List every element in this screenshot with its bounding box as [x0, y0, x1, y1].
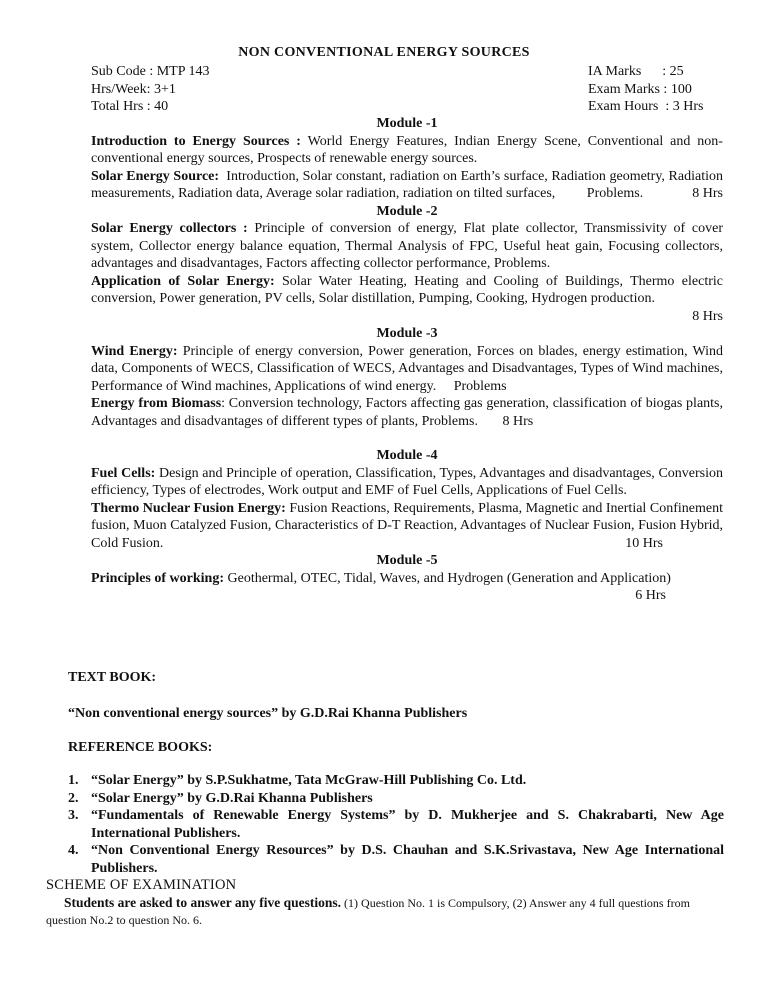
module-2-hours: 8 Hrs — [692, 308, 723, 324]
topic-text: Fusion Reactions, Requirements, Plasma, Magnetic and Inertial Confinement fusion, Muon Catalyzed Fusion, Characteristics of D-T Reaction, Advantages of Nuclear Fusion, Fusion Hybrid, Cold Fusion. — [91, 500, 723, 551]
text-book-entry: “Non conventional energy sources” by G.D.Rai Khanna Publishers — [68, 706, 468, 721]
course-meta-right — [588, 63, 704, 116]
sub-code: Sub Code : MTP 143 — [91, 64, 210, 79]
list-number: 3. — [68, 808, 79, 823]
module-5-topic-1 — [91, 570, 723, 603]
module-1-heading: Module -1 — [376, 116, 438, 131]
syllabus-body — [91, 115, 727, 605]
topic-heading: Principles of working: — [91, 570, 224, 586]
exam-hours: Exam Hours : 3 Hrs — [588, 99, 704, 114]
scheme-text — [46, 894, 726, 929]
module-1-topic-2 — [91, 168, 727, 203]
module-1-topic-1 — [91, 133, 723, 168]
module-4-hours: 10 Hrs — [625, 535, 663, 551]
list-text: “Non Conventional Energy Resources” by D.S. Chauhan and S.K.Srivastava, New Age International Publishers. — [91, 843, 724, 876]
topic-text: World Energy Features, Indian Energy Scene, Conventional and non-conventional energy sources, Prospects of renewable energy sources. — [91, 133, 723, 166]
scheme-rest: (1) Question No. 1 is Compulsory, (2) Answer any 4 full questions from question No.2 to question No. 6. — [46, 896, 690, 927]
module-3-heading: Module -3 — [376, 326, 438, 341]
module-4-topic-2 — [91, 500, 723, 553]
reference-books-list — [68, 772, 724, 877]
topic-heading: Application of Solar Energy: — [91, 273, 275, 289]
topic-heading: Fuel Cells: — [91, 465, 156, 481]
topic-heading: Wind Energy: — [91, 343, 178, 359]
list-item — [68, 807, 724, 842]
module-2-topic-2 — [91, 273, 723, 308]
scheme-heading: SCHEME OF EXAMINATION — [46, 877, 237, 893]
topic-text: Design and Principle of operation, Classification, Types, Advantages and disadvantages, Conversion efficiency, Types of electrodes, Work output and EMF of Fuel Cells, Applications of Fuel Cells. — [91, 465, 723, 498]
module-2-topic-1 — [91, 220, 723, 273]
topic-text: Principle of conversion of energy, Flat plate collector, Transmissivity of cover system, Collector energy balance equation, Thermal Analysis of FPC, Useful heat gain, Focusing collectors, advantages and disadvantages, Factors affecting collector performance, Problems. — [91, 221, 723, 271]
list-item — [68, 772, 724, 790]
topic-text: Principle of energy conversion, Power generation, Forces on blades, energy estimation, Wind data, Components of WECS, Classification of WECS, Advantages and Disadvantages, Types of Wind machines, Performance of Wind machines, Applications of wind energy. Problems — [91, 343, 727, 394]
course-meta-left — [91, 63, 210, 116]
list-number: 1. — [68, 773, 79, 788]
scheme-lead: Students are asked to answer any five questions. — [64, 895, 342, 910]
topic-text: Introduction, Solar constant, radiation on Earth’s surface, Radiation geometry, Radiation measurements, Radiation data, Average solar radiation, radiation on tilted surfaces, Problems. — [91, 168, 727, 201]
module-4-topic-1 — [91, 465, 723, 500]
page-title: NON CONVENTIONAL ENERGY SOURCES — [238, 45, 530, 60]
list-item — [68, 790, 724, 808]
module-4-heading: Module -4 — [376, 448, 438, 463]
list-text: “Solar Energy” by S.P.Sukhatme, Tata McGraw-Hill Publishing Co. Ltd. — [91, 773, 527, 788]
reference-books-heading: REFERENCE BOOKS: — [68, 740, 213, 755]
exam-marks: Exam Marks : 100 — [588, 81, 692, 97]
module-5-heading: Module -5 — [376, 553, 438, 568]
module-2-heading: Module -2 — [376, 203, 438, 219]
list-number: 4. — [68, 843, 79, 858]
ia-marks: IA Marks : 25 — [588, 64, 684, 79]
list-text: “Solar Energy” by G.D.Rai Khanna Publishers — [91, 790, 373, 806]
topic-heading: Solar Energy Source: — [91, 168, 220, 184]
topic-heading: Thermo Nuclear Fusion Energy: — [91, 500, 286, 516]
topic-heading: Introduction to Energy Sources : — [91, 133, 301, 149]
hrs-per-week: Hrs/Week: 3+1 — [91, 81, 176, 97]
topic-text: : Conversion technology, Factors affecting gas generation, classification of biogas plants, Advantages and disadvantages of different types of plants, Problems. 8 Hrs — [91, 396, 726, 429]
topic-text: Solar Water Heating, Heating and Cooling of Buildings, Thermo electric conversion, Power generation, PV cells, Solar distillation, Pumping, Cooking, Hydrogen production. — [91, 273, 723, 306]
module-3-topic-2 — [91, 395, 726, 430]
topic-heading: Energy from Biomass — [91, 396, 222, 411]
list-text: “Fundamentals of Renewable Energy Systems” by D. Mukherjee and S. Chakrabarti, New Age International Publishers. — [91, 808, 724, 841]
text-book-heading: TEXT BOOK: — [68, 670, 157, 685]
module-5-hours: 6 Hrs — [635, 588, 666, 603]
list-item — [68, 842, 724, 877]
topic-text: Geothermal, OTEC, Tidal, Waves, and Hydrogen (Generation and Application) — [224, 570, 671, 586]
total-hrs: Total Hrs : 40 — [91, 99, 169, 114]
module-1-hours: 8 Hrs — [692, 186, 723, 201]
topic-heading: Solar Energy collectors : — [91, 221, 248, 236]
module-3-topic-1 — [91, 343, 727, 396]
list-number: 2. — [68, 790, 79, 806]
